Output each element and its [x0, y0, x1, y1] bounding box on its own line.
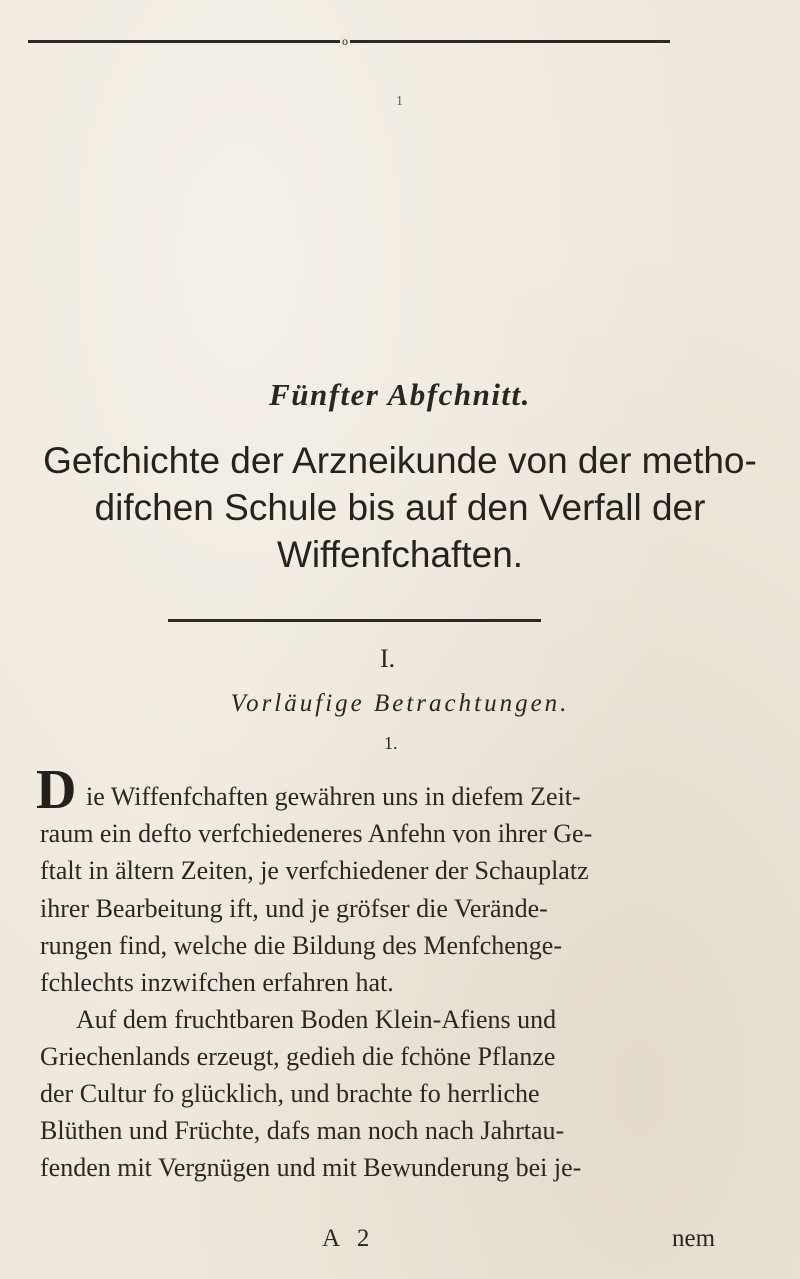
page-mark: 1 — [396, 94, 403, 109]
paragraph-number: 1. — [384, 733, 398, 753]
drop-cap: D — [36, 759, 77, 821]
chapter-title-line-1: Gefchichte der Arzneikunde von der metho- — [43, 440, 757, 481]
body-line-3: ftalt in ältern Zeiten, je verfchiedener der Schauplatz — [40, 856, 589, 885]
body-line-1: ie Wiffenfchaften gewähren uns in diefem Zeit- — [86, 782, 581, 811]
body-line-6: fchlechts inzwifchen erfahren hat. — [40, 968, 394, 997]
body-line-2: raum ein defto verfchiedeneres Anfehn von ihrer Ge- — [40, 819, 593, 848]
chapter-title-line-3: Wiffenfchaften. — [276, 534, 524, 575]
top-ornament: o — [342, 34, 348, 48]
subsection-heading: Vorläufige Betrachtungen. — [230, 690, 570, 717]
chapter-title-line-2: difchen Schule bis auf den Verfall der — [94, 487, 706, 528]
body-line-5: rungen find, welche die Bildung des Menfchenge- — [40, 931, 563, 960]
divider-rule — [168, 619, 541, 622]
body-line-10: Blüthen und Früchte, dafs man noch nach Jahrtau- — [40, 1116, 565, 1145]
body-line-4: ihrer Bearbeitung ift, und je gröfser die Verände- — [40, 894, 548, 923]
subsection-numeral: I. — [380, 644, 396, 673]
catchword: nem — [672, 1225, 716, 1252]
signature-mark: A 2 — [322, 1225, 376, 1252]
body-line-11: fenden mit Vergnügen und mit Bewunderung bei je- — [40, 1153, 582, 1182]
body-line-9: der Cultur fo glücklich, und brachte fo herrliche — [40, 1079, 540, 1108]
chapter-title — [0, 437, 800, 578]
body-line-7: Auf dem fruchtbaren Boden Klein-Afiens und — [76, 1005, 557, 1034]
section-heading: Fünfter Abfchnitt. — [269, 377, 531, 412]
body-line-8: Griechenlands erzeugt, gedieh die fchöne Pflanze — [40, 1042, 556, 1071]
